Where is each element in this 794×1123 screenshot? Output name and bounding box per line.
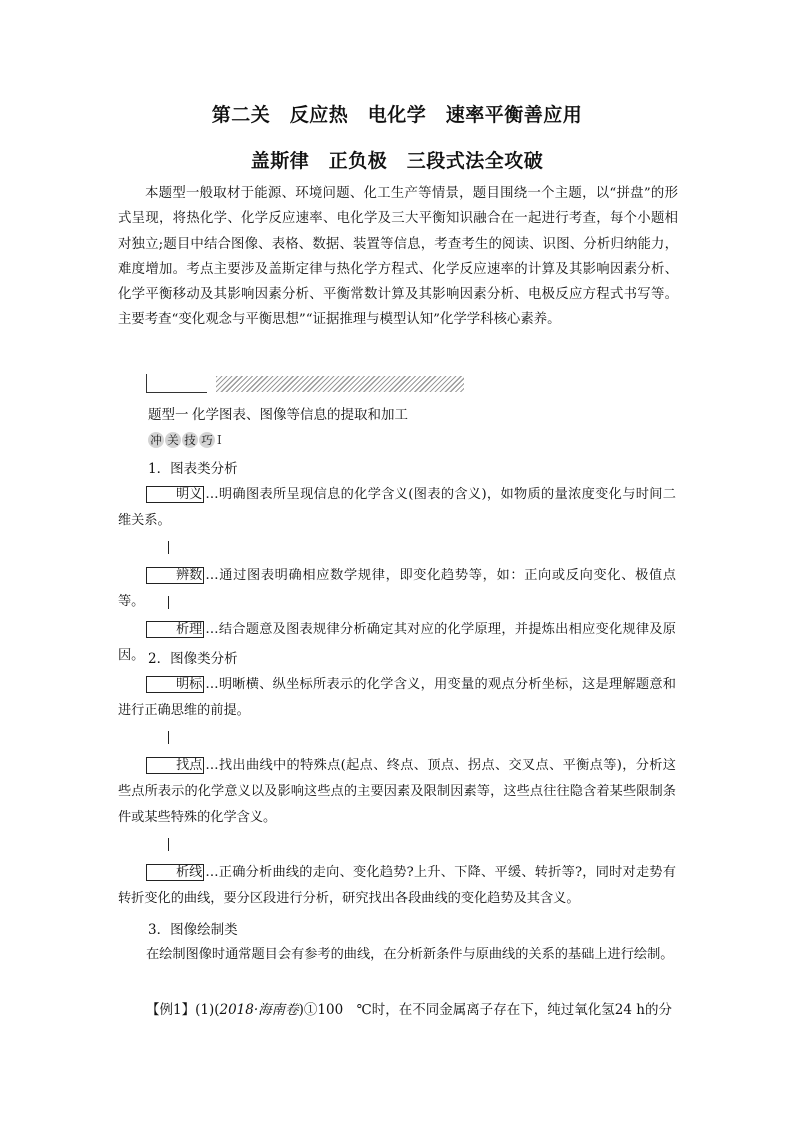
flow-connector — [168, 541, 169, 554]
list-item — [118, 672, 676, 724]
flow-connector — [168, 731, 169, 744]
keyword-tag: 明标 — [146, 676, 204, 693]
page-title: 第二关 反应热 电化学 速率平衡善应用 — [211, 104, 583, 126]
keyword-tag: 辨数 — [146, 567, 204, 584]
keyword-tag: 析理 — [146, 621, 204, 638]
section-heading: 1．图表类分析 — [148, 461, 238, 477]
item-text: …正确分析曲线的走向、变化趋势?上升、下降、平缓、转折等?，同时对走势有转折变化的曲线，要分区段进行分析，研究找出各段曲线的变化趋势及其含义。 — [118, 865, 676, 906]
keyword-tag: 明义 — [146, 486, 204, 503]
badge-char: 关 — [165, 432, 181, 448]
example-line — [118, 998, 678, 1018]
badge-char: 技 — [182, 432, 198, 448]
question-type-title: 化学图表、图像等信息的提取和加工 — [192, 407, 408, 423]
page-subtitle: 盖斯律 正负极 三段式法全攻破 — [250, 150, 544, 172]
item-text: …通过图表明确相应数学规律，即变化趋势等，如：正向或反向变化、极值点等。 — [118, 568, 676, 609]
list-item — [118, 860, 676, 912]
example-suffix: )①100 ℃时，在不同金属离子存在下，纯过氧化氢24 h的分 — [298, 1002, 672, 1018]
list-item — [118, 753, 676, 831]
list-item — [118, 482, 676, 534]
section-heading: 2．图像类分析 — [148, 651, 238, 667]
example-source: 2018·海南卷 — [219, 1002, 299, 1018]
flow-connector — [168, 838, 169, 851]
item-text: …找出曲线中的特殊点(起点、终点、顶点、拐点、交叉点、平衡点等)，分析这些点所表示的化学意义以及影响这些点的主要因素及限制因素等，这些点往往隐含着某些限制条件或某些特殊的化学含义。 — [118, 758, 676, 825]
intro-paragraph: 本题型一般取材于能源、环境问题、化工生产等情景，题目围绕一个主题，以“拼盘”的形式呈现，将热化学、化学反应速率、电化学及三大平衡知识融合在一起进行考查，每个小题相对独立;题目中结合图像、表格、数据、装置等信息，考查考生的阅读、识图、分析归纳能力，难度增加。考点主要涉及盖斯定律与热化学方程式、化学反应速率的计算及其影响因素分析、化学平衡移动及其影响因素分析、平衡常数计算及其影响因素分析、电极反应方程式书写等。主要考查“变化观念与平衡思想”“证据推理与模型认知”化学学科核心素养。 — [118, 186, 678, 328]
section-heading: 3．图像绘制类 — [148, 922, 238, 938]
item-text: …明晰横、纵坐标所表示的化学含义，用变量的观点分析坐标，这是理解题意和进行正确思维的前提。 — [118, 677, 676, 718]
flow-connector — [168, 596, 169, 609]
section-divider — [146, 374, 464, 394]
question-type-label: 题型一 — [148, 407, 189, 423]
tips-badge — [148, 430, 222, 450]
badge-char: 冲 — [148, 432, 164, 448]
badge-tail: I — [217, 433, 222, 447]
section-paragraph: 在绘制图像时通常题目会有参考的曲线，在分析新条件与原曲线的关系的基础上进行绘制。 — [146, 947, 674, 962]
item-text: …结合题意及图表规律分析确定其对应的化学原理，并提炼出相应变化规律及原因。 — [118, 622, 676, 663]
keyword-tag: 找点 — [146, 757, 204, 774]
divider-bracket — [146, 374, 207, 393]
item-text: …明确图表所呈现信息的化学含义(图表的含义)，如物质的量浓度变化与时间二维关系。 — [118, 487, 676, 528]
list-item — [118, 563, 676, 615]
divider-hatch — [216, 376, 464, 392]
example-prefix: 【例1】(1)( — [146, 1002, 220, 1018]
keyword-tag: 析线 — [146, 864, 204, 881]
badge-char: 巧 — [199, 432, 215, 448]
